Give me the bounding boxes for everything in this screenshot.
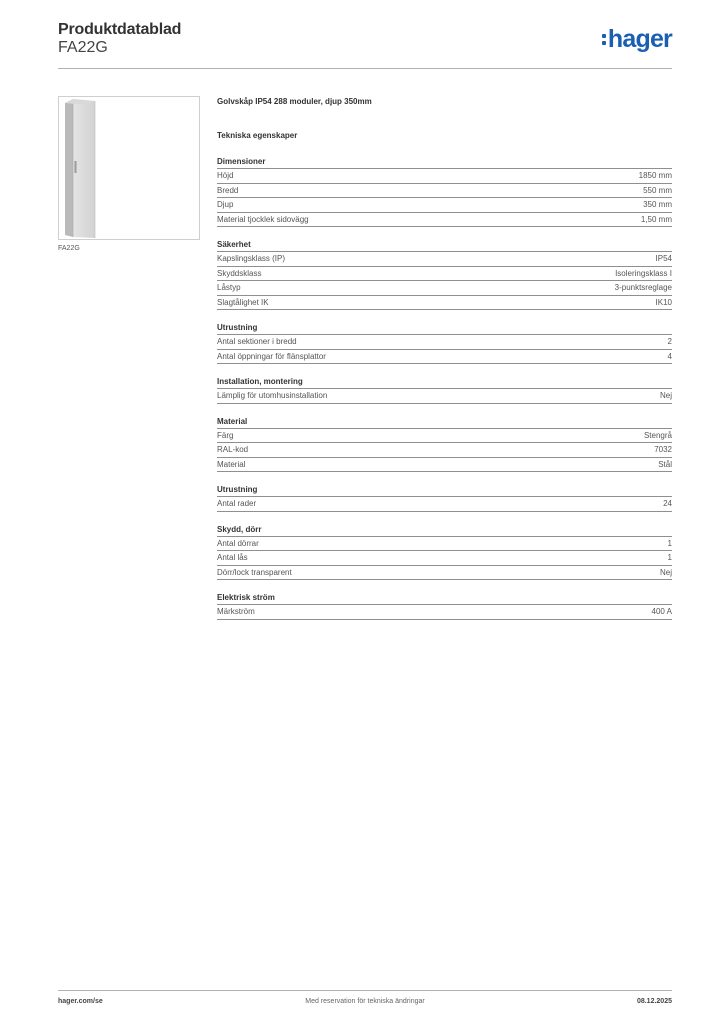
logo-dots-icon xyxy=(602,34,606,45)
floor-cabinet-image xyxy=(59,97,199,239)
spec-value: 1850 mm xyxy=(638,171,672,180)
spec-row xyxy=(217,198,672,213)
spec-row xyxy=(217,497,672,512)
header-divider xyxy=(58,68,672,69)
spec-label: Låstyp xyxy=(217,283,241,292)
spec-label: Slagtålighet IK xyxy=(217,297,269,307)
spec-label: RAL-kod xyxy=(217,445,249,454)
spec-value: 1 xyxy=(667,553,672,562)
spec-value: 1 xyxy=(667,538,672,548)
spec-section xyxy=(217,376,672,404)
spec-value: IK10 xyxy=(655,297,672,307)
section-title: Utrustning xyxy=(217,484,672,497)
spec-label: Kapslingsklass (IP) xyxy=(217,254,286,263)
spec-label: Antal sektioner i bredd xyxy=(217,337,297,346)
product-image-frame xyxy=(58,96,200,240)
footer-date: 08.12.2025 xyxy=(636,998,672,1005)
spec-row xyxy=(217,267,672,282)
spec-section xyxy=(217,156,672,227)
spec-label: Material xyxy=(217,459,246,469)
spec-value: Nej xyxy=(659,567,672,577)
spec-row xyxy=(217,389,672,404)
spec-section xyxy=(217,322,672,364)
spec-label: Märkström xyxy=(217,607,255,616)
product-code: FA22G xyxy=(58,39,108,56)
spec-row xyxy=(217,184,672,199)
spec-label: Färg xyxy=(217,430,234,440)
footer-divider xyxy=(58,990,672,991)
spec-value: Stengrå xyxy=(643,430,672,440)
spec-label: Material tjocklek sidovägg xyxy=(217,214,309,224)
spec-section xyxy=(217,524,672,581)
spec-label: Antal öppningar för flänsplattor xyxy=(217,351,326,361)
spec-value: 400 A xyxy=(651,607,672,616)
footer-website[interactable]: hager.com/se xyxy=(58,998,103,1005)
spec-value: 7032 xyxy=(654,445,672,454)
spec-section xyxy=(217,416,672,473)
spec-row xyxy=(217,296,672,311)
spec-label: Skyddsklass xyxy=(217,268,262,278)
spec-row xyxy=(217,429,672,444)
section-title: Elektrisk ström xyxy=(217,592,672,605)
spec-value: 3-punktsreglage xyxy=(614,283,672,292)
page-header xyxy=(58,20,672,70)
technical-heading: Tekniska egenskaper xyxy=(217,131,298,140)
spec-row xyxy=(217,537,672,552)
spec-row xyxy=(217,213,672,228)
spec-row xyxy=(217,169,672,184)
spec-label: Lämplig för utomhusinstallation xyxy=(217,391,328,400)
spec-row xyxy=(217,566,672,581)
spec-row xyxy=(217,458,672,473)
spec-label: Antal dörrar xyxy=(217,538,259,548)
image-caption: FA22G xyxy=(58,245,80,252)
spec-label: Antal rader xyxy=(217,499,257,508)
spec-label: Bredd xyxy=(217,185,239,195)
spec-row xyxy=(217,252,672,267)
spec-value: 2 xyxy=(667,337,672,346)
spec-value: Isoleringsklass I xyxy=(615,268,672,278)
hager-logo xyxy=(602,26,672,52)
spec-value: Nej xyxy=(659,391,672,400)
footer-disclaimer: Med reservation för tekniska ändringar xyxy=(305,998,425,1005)
section-title: Material xyxy=(217,416,672,429)
section-title: Dimensioner xyxy=(217,156,672,169)
spec-row xyxy=(217,551,672,566)
spec-section xyxy=(217,592,672,620)
spec-label: Höjd xyxy=(217,171,234,180)
document-title: Produktdatablad xyxy=(58,21,182,38)
spec-label: Djup xyxy=(217,200,234,209)
spec-label: Antal lås xyxy=(217,553,248,562)
spec-sections xyxy=(217,156,672,620)
spec-value: Stål xyxy=(658,459,672,469)
section-title: Skydd, dörr xyxy=(217,524,672,537)
spec-value: 4 xyxy=(667,351,672,361)
section-title: Utrustning xyxy=(217,322,672,335)
product-description: Golvskåp IP54 288 moduler, djup 350mm xyxy=(217,97,372,106)
spec-value: 24 xyxy=(663,499,672,508)
spec-value: IP54 xyxy=(655,254,672,263)
spec-row xyxy=(217,443,672,458)
spec-content xyxy=(217,96,672,632)
spec-row xyxy=(217,281,672,296)
spec-row xyxy=(217,605,672,620)
section-title: Säkerhet xyxy=(217,239,672,252)
spec-section xyxy=(217,239,672,310)
spec-value: 1,50 mm xyxy=(640,214,672,224)
spec-value: 550 mm xyxy=(643,185,672,195)
spec-row xyxy=(217,350,672,365)
section-title: Installation, montering xyxy=(217,376,672,389)
spec-value: 350 mm xyxy=(643,200,672,209)
logo-text: hager xyxy=(607,24,672,53)
spec-row xyxy=(217,335,672,350)
spec-label: Dörr/lock transparent xyxy=(217,567,292,577)
spec-section xyxy=(217,484,672,512)
